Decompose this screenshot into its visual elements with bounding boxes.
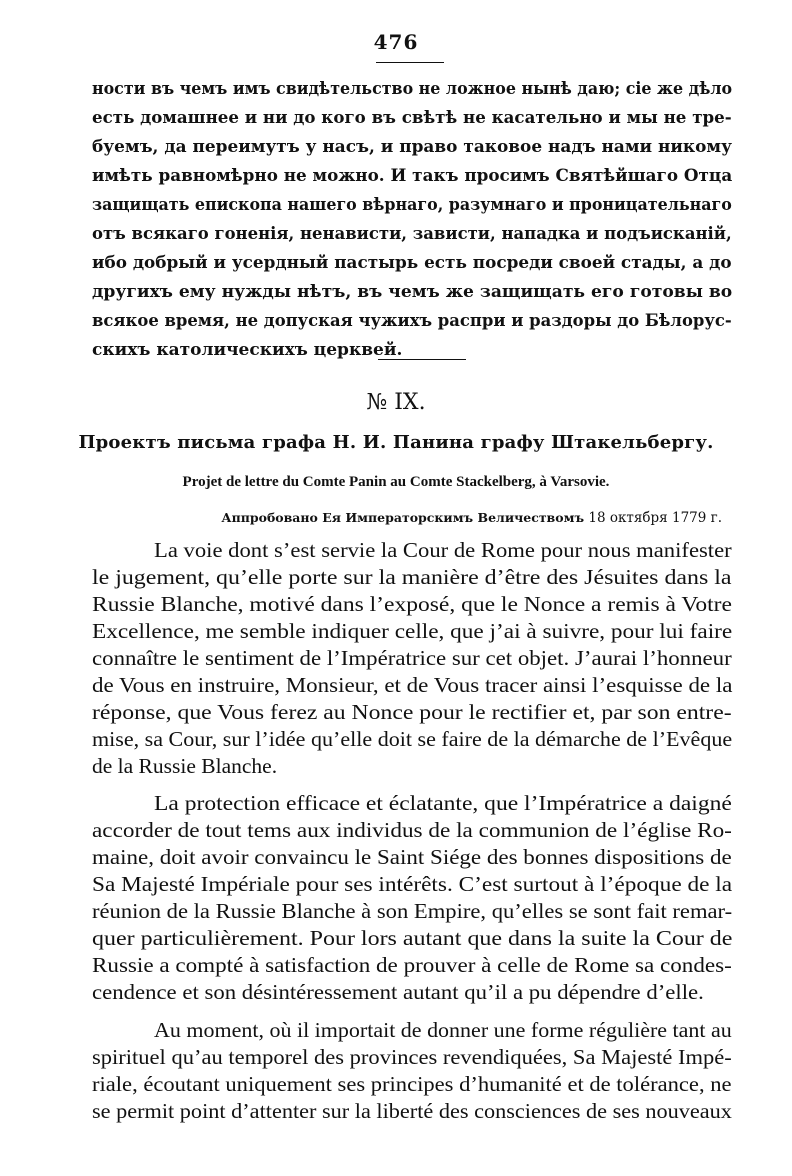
french-text-line: de Vous en instruire, Monsieur, et de Vous tracer ainsi l’esquisse de la	[92, 673, 733, 697]
french-text-line: connaître le sentiment de l’Impératrice sur cet objet. J’aurai l’honneur	[92, 646, 732, 670]
russian-text-line: всякое время, не допуская чужихъ распри и раздоры до Бѣлорус-	[92, 311, 732, 331]
french-text-line: de la Russie Blanche.	[92, 754, 278, 778]
french-text-line: quer particulièrement. Pour lors autant que dans la suite la Cour de	[92, 926, 733, 950]
approval-text: Аппробовано Ея Императорскимъ Величествомъ	[221, 510, 585, 525]
document-number: № IX.	[366, 390, 426, 415]
french-text-line: La voie dont s’est servie la Cour de Rome pour nous manifester	[154, 538, 732, 562]
russian-text-line: защищать епископа нашего вѣрнаго, разумнаго и проницательнаго	[92, 195, 732, 215]
french-text-line: maine, doit avoir convaincu le Saint Siége des bonnes dispositions de	[92, 845, 732, 869]
page-number: 476	[373, 30, 419, 54]
french-text-line: riale, écoutant uniquement ses principes d’humanité et de tolérance, ne	[92, 1072, 732, 1096]
french-text-line: accorder de tout tems aux individus de la communion de l’église Ro-	[92, 818, 732, 842]
approval-date: 18 октября 1779 г.	[588, 510, 722, 526]
french-text-line: réponse, que Vous ferez au Nonce pour le rectifier et, par son entre-	[92, 700, 732, 724]
french-text-line: La protection efficace et éclatante, que l’Impératrice a daigné	[154, 791, 732, 815]
french-text-line: Russie a compté à satisfaction de prouver à celle de Rome sa condes-	[92, 953, 732, 977]
russian-text-line: ности въ чемъ имъ свидѣтельство не ложное нынѣ даю; сіе же дѣло	[92, 79, 733, 99]
russian-text-line: буемъ, да переимутъ у насъ, и право таковое надъ нами никому	[92, 137, 732, 157]
section-separator	[378, 359, 466, 360]
french-text-line: Au moment, où il importait de donner une forme régulière tant au	[154, 1018, 732, 1042]
russian-text-line: отъ всякаго гоненія, ненависти, зависти, нападка и подъисканій,	[92, 224, 732, 244]
french-text-line: Excellence, me semble indiquer celle, que j’ai à suivre, pour lui faire	[92, 619, 733, 643]
russian-text-line: скихъ католическихъ церквей.	[92, 340, 403, 360]
document-title-french: Projet de lettre du Comte Panin au Comte Stackelberg, à Varsovie.	[182, 474, 610, 490]
french-text-line: spirituel qu’au temporel des provinces revendiquées, Sa Majesté Impé-	[92, 1045, 732, 1069]
french-text-line: mise, sa Cour, sur l’idée qu’elle doit se faire de la démarche de l’Evêque	[92, 727, 733, 751]
french-text-line: le jugement, qu’elle porte sur la manière d’être des Jésuites dans la	[92, 565, 732, 589]
russian-text-line: ибо добрый и усердный пастырь есть посреди своей стады, а до	[92, 253, 732, 273]
french-text-line: se permit point d’attenter sur la liberté des consciences de ses nouveaux	[92, 1099, 732, 1123]
russian-text-line: другихъ ему нужды нѣтъ, въ чемъ же защищать его готовы во	[92, 282, 733, 302]
approval-note	[221, 510, 722, 526]
document-title-russian: Проектъ письма графа Н. И. Панина графу Штакельбергу.	[78, 432, 714, 453]
french-text-line: réunion de la Russie Blanche à son Empire, qu’elles se sont fait remar-	[92, 899, 733, 923]
french-text-line: Russie Blanche, motivé dans l’exposé, que le Nonce a remis à Votre	[92, 592, 732, 616]
page-number-rule	[376, 62, 444, 63]
french-text-line: cendence et son désintéressement autant qu’il a pu dépendre d’elle.	[92, 980, 704, 1004]
french-text-line: Sa Majesté Impériale pour ses intérêts. C’est surtout à l’époque de la	[92, 872, 733, 896]
russian-text-line: есть домашнее и ни до кого въ свѣтѣ не касательно и мы не тре-	[92, 108, 732, 128]
russian-text-line: имѣть равномѣрно не можно. И такъ просимъ Святѣйшаго Отца	[92, 166, 733, 186]
